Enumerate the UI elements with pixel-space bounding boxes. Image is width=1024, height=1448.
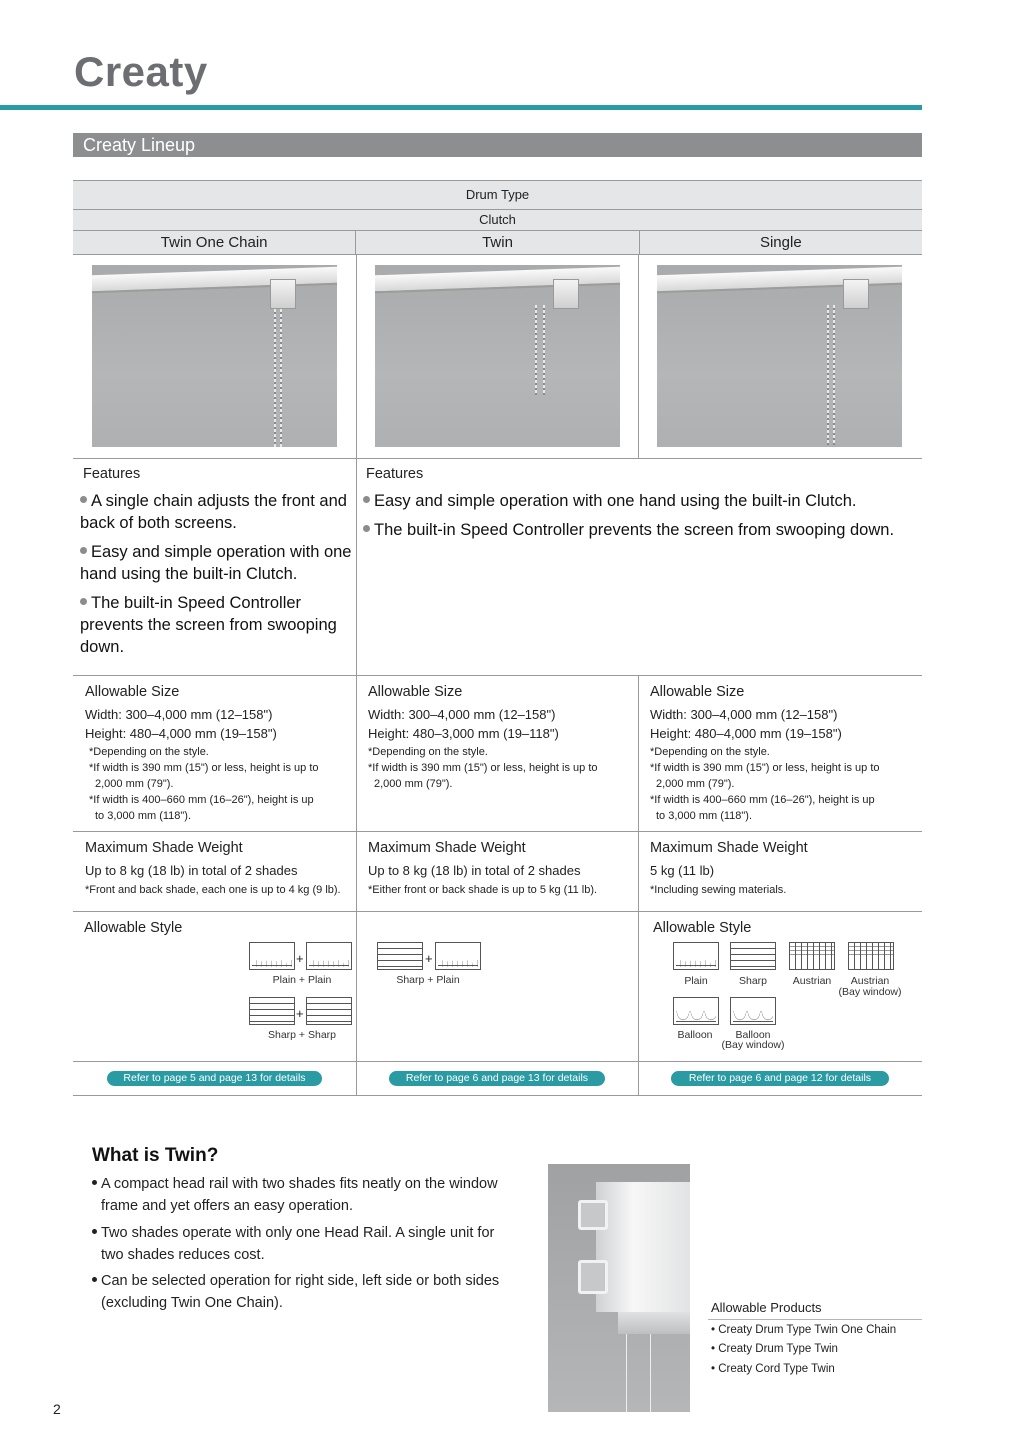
style-caption: Sharp xyxy=(738,975,768,987)
allowable-size-label: Allowable Size xyxy=(368,684,463,700)
header-drum-type: Drum Type xyxy=(73,180,922,209)
reference-link[interactable]: Refer to page 6 and page 13 for details xyxy=(389,1071,605,1086)
weight-value: Up to 8 kg (18 lb) in total of 2 shades xyxy=(368,863,581,878)
allowable-size-label: Allowable Size xyxy=(85,684,180,700)
section-title: Creaty Lineup xyxy=(73,133,922,157)
page-number: 2 xyxy=(53,1401,61,1417)
weight-note: *Including sewing materials. xyxy=(650,884,787,896)
twin-bullet: A compact head rail with two shades fits neatly on the window frame and yet offers an easy operation. xyxy=(92,1173,532,1217)
row-divider xyxy=(73,458,922,459)
plus-sign: + xyxy=(296,1006,304,1021)
plus-sign: + xyxy=(296,951,304,966)
feature-item: Easy and simple operation with one hand using the built-in Clutch. xyxy=(80,543,352,583)
size-width: Width: 300–4,000 mm (12–158") xyxy=(650,707,838,722)
photo-twin-one-chain xyxy=(92,265,337,447)
style-caption: Sharp + Sharp xyxy=(267,1029,336,1041)
twin-section-title: What is Twin? xyxy=(92,1145,219,1166)
feature-item: A single chain adjusts the front and back of both screens. xyxy=(80,492,347,532)
sharp-style-icon xyxy=(377,942,423,970)
style-caption: Sharp + Plain xyxy=(396,974,460,986)
row-divider xyxy=(73,911,922,912)
size-note: to 3,000 mm (118"). xyxy=(656,810,753,822)
size-note: *If width is 390 mm (15") or less, height is up to xyxy=(89,762,319,774)
style-caption: Austrian xyxy=(850,975,890,987)
austrian-style-icon xyxy=(789,942,835,970)
style-caption: Plain xyxy=(684,975,708,987)
style-caption: (Bay window) xyxy=(721,1039,785,1051)
divider xyxy=(638,675,639,1095)
plain-style-icon xyxy=(306,942,352,970)
size-note: to 3,000 mm (118"). xyxy=(95,810,192,822)
head-rail-photo xyxy=(548,1164,690,1412)
column-single: Single xyxy=(639,231,922,254)
weight-note: *Front and back shade, each one is up to 4 kg (9 lb). xyxy=(85,884,341,896)
weight-value: Up to 8 kg (18 lb) in total of 2 shades xyxy=(85,863,298,878)
allowable-products-title: Allowable Products xyxy=(711,1300,822,1315)
reference-link[interactable]: Refer to page 6 and page 12 for details xyxy=(671,1071,889,1086)
sharp-style-icon xyxy=(249,997,295,1025)
sharp-style-icon xyxy=(730,942,776,970)
feature-item: The built-in Speed Controller prevents the screen from swooping down. xyxy=(363,519,919,541)
row-divider xyxy=(73,831,922,832)
page-title: Creaty xyxy=(74,48,208,95)
max-weight-label: Maximum Shade Weight xyxy=(650,840,808,856)
size-note: *Depending on the style. xyxy=(368,746,488,758)
plain-style-icon xyxy=(673,942,719,970)
plain-style-icon xyxy=(435,942,481,970)
size-note: *Depending on the style. xyxy=(650,746,770,758)
style-caption: (Bay window) xyxy=(838,986,902,998)
weight-note: *Either front or back shade is up to 5 kg (11 lb). xyxy=(368,884,598,896)
size-note: 2,000 mm (79"). xyxy=(374,778,453,790)
size-width: Width: 300–4,000 mm (12–158") xyxy=(368,707,556,722)
row-divider xyxy=(73,1061,922,1062)
twin-bullet: Can be selected operation for right side, left side or both sides (excluding Twin One Chain). xyxy=(92,1270,532,1314)
allowable-style-label: Allowable Style xyxy=(84,920,183,936)
row-divider xyxy=(73,1095,922,1096)
austrian-bay-style-icon xyxy=(848,942,894,970)
photo-twin xyxy=(375,265,620,447)
divider xyxy=(708,1319,922,1320)
feature-item: The built-in Speed Controller prevents the screen from swooping down. xyxy=(80,594,337,656)
column-twin: Twin xyxy=(355,231,638,254)
size-note: 2,000 mm (79"). xyxy=(656,778,735,790)
feature-item: Easy and simple operation with one hand using the built-in Clutch. xyxy=(363,490,919,512)
column-twin-one-chain: Twin One Chain xyxy=(160,234,268,251)
header-columns xyxy=(73,230,922,255)
weight-value: 5 kg (11 lb) xyxy=(650,863,715,878)
sharp-style-icon xyxy=(306,997,352,1025)
max-weight-label: Maximum Shade Weight xyxy=(85,840,243,856)
features-label: Features xyxy=(366,466,424,482)
size-note: *If width is 400–660 mm (16–26"), height is up xyxy=(650,794,875,806)
reference-link[interactable]: Refer to page 5 and page 13 for details xyxy=(107,1071,322,1086)
features-label: Features xyxy=(83,466,141,482)
title-rule xyxy=(0,105,922,110)
size-note: *Depending on the style. xyxy=(89,746,209,758)
style-caption: Plain + Plain xyxy=(272,974,332,986)
plain-style-icon xyxy=(249,942,295,970)
size-width: Width: 300–4,000 mm (12–158") xyxy=(85,707,273,722)
divider xyxy=(638,255,639,459)
photo-single xyxy=(657,265,902,447)
balloon-bay-style-icon xyxy=(730,997,776,1025)
size-height: Height: 480–4,000 mm (19–158") xyxy=(650,726,842,741)
style-caption: Balloon xyxy=(677,1029,713,1041)
product-item: • Creaty Drum Type Twin xyxy=(711,1343,838,1355)
product-item: • Creaty Cord Type Twin xyxy=(711,1363,835,1375)
header-clutch: Clutch xyxy=(73,209,922,230)
size-note: *If width is 390 mm (15") or less, height is up to xyxy=(368,762,598,774)
twin-bullet: Two shades operate with only one Head Rail. A single unit for two shades reduces cost. xyxy=(92,1222,532,1266)
size-note: 2,000 mm (79"). xyxy=(95,778,174,790)
row-divider xyxy=(73,675,922,676)
max-weight-label: Maximum Shade Weight xyxy=(368,840,526,856)
allowable-size-label: Allowable Size xyxy=(650,684,745,700)
style-caption: Austrian xyxy=(792,975,832,987)
size-height: Height: 480–3,000 mm (19–118") xyxy=(368,726,559,741)
size-note: *If width is 400–660 mm (16–26"), height is up xyxy=(89,794,314,806)
allowable-style-label: Allowable Style xyxy=(653,920,752,936)
size-note: *If width is 390 mm (15") or less, height is up to xyxy=(650,762,880,774)
size-height: Height: 480–4,000 mm (19–158") xyxy=(85,726,277,741)
style-caption: Balloon xyxy=(735,1029,771,1041)
plus-sign: + xyxy=(425,951,433,966)
product-item: • Creaty Drum Type Twin One Chain xyxy=(711,1324,897,1336)
balloon-style-icon xyxy=(673,997,719,1025)
